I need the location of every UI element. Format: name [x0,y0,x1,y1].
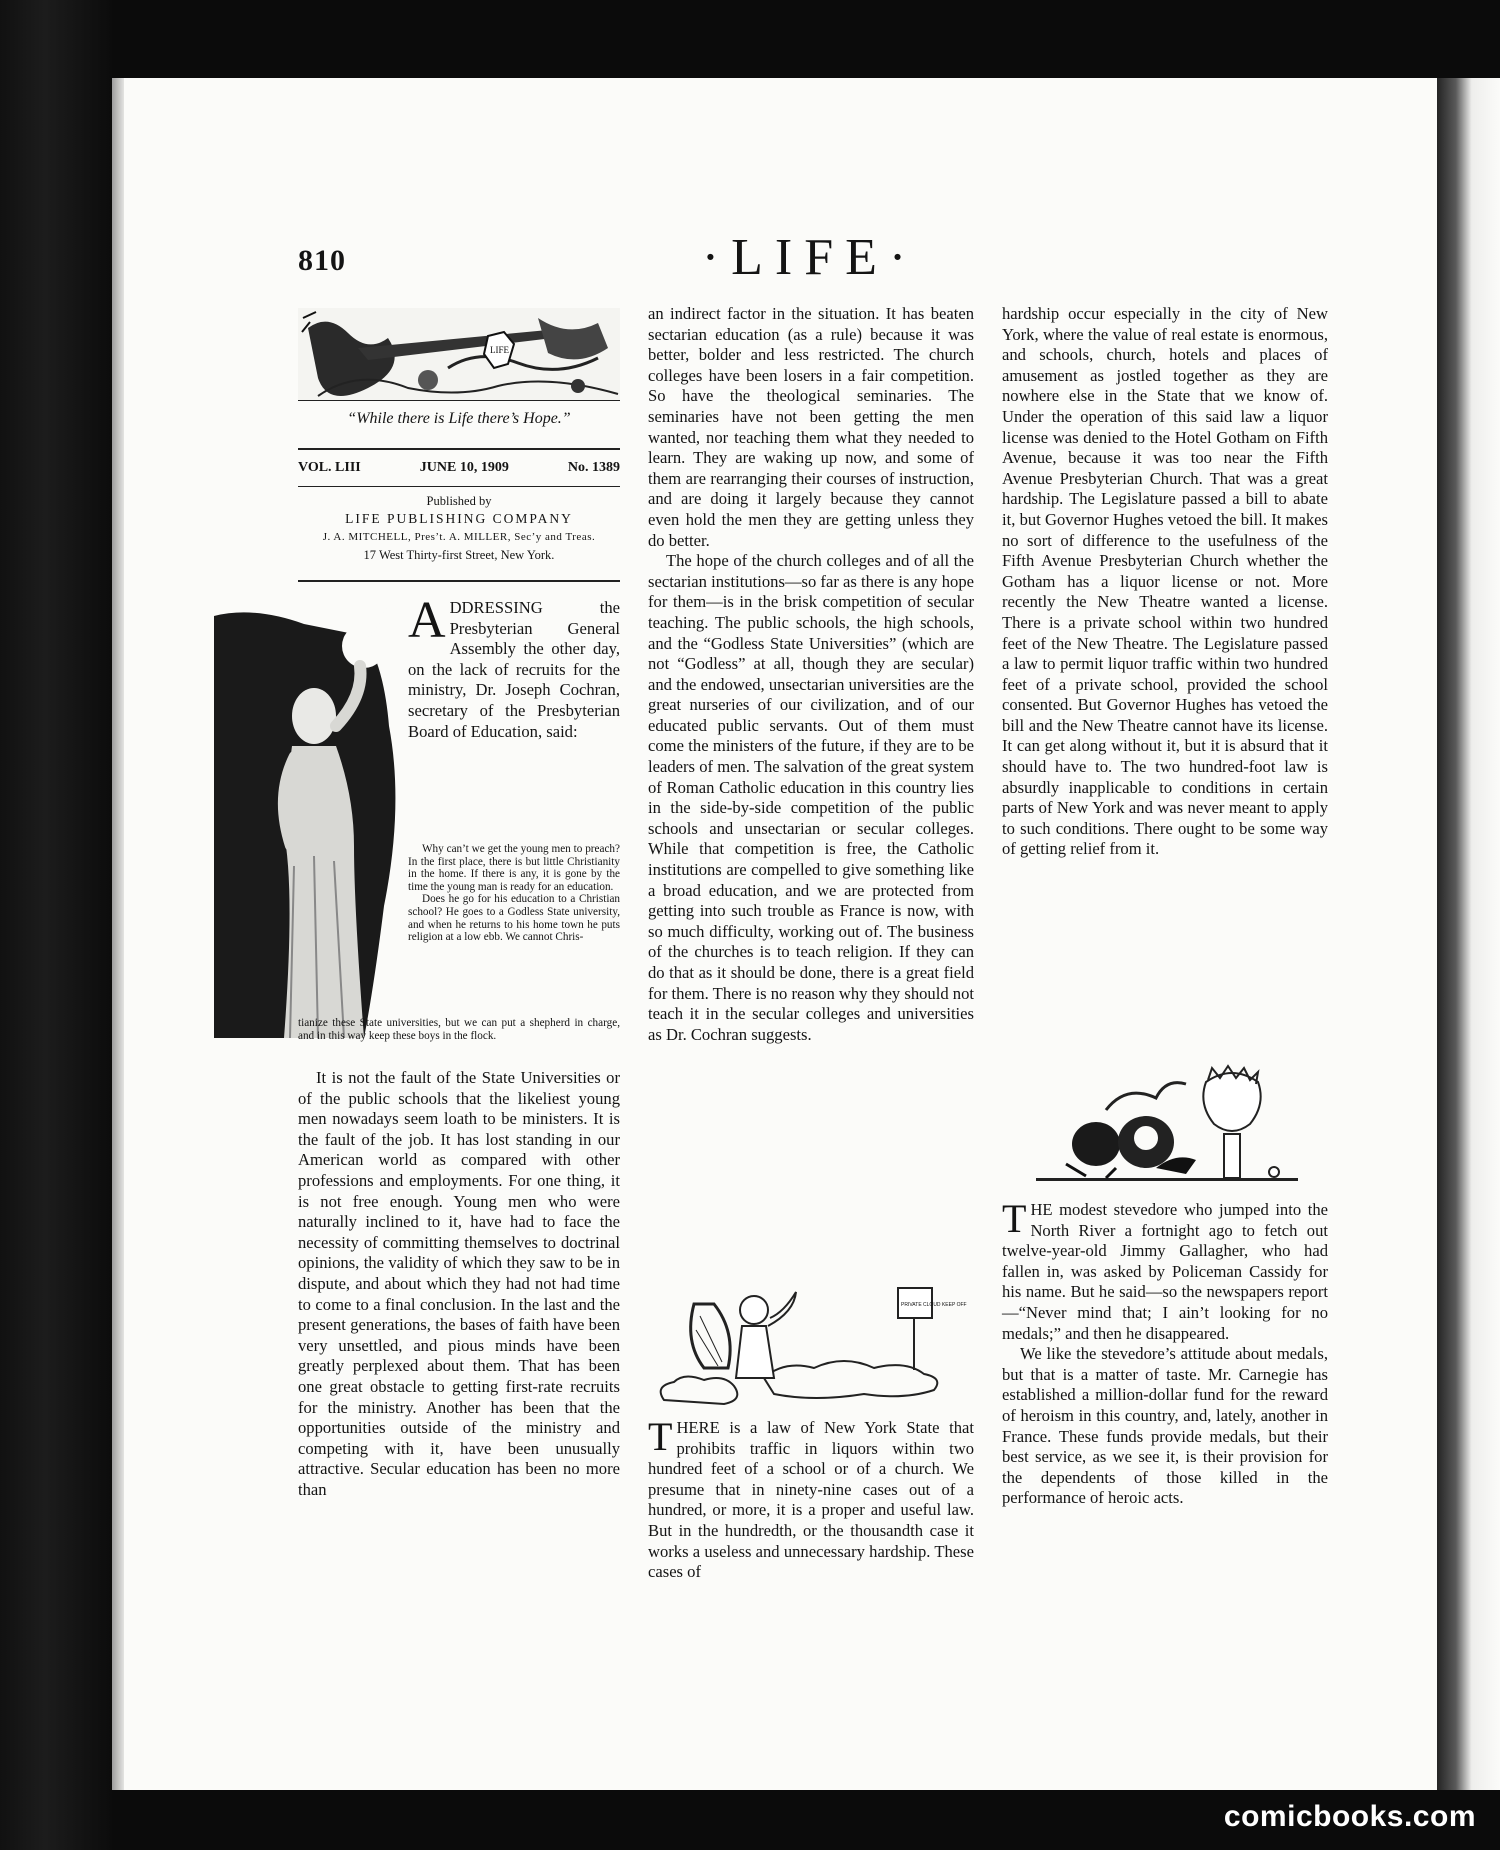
article-liquor-law-start [648,1414,974,1583]
medal-bust-cartoon [1036,1064,1298,1190]
paragraph-state-universities: It is not the fault of the State Universities or of the public schools that the likeliest young men nowadays seem loath to be ministers. It is the fault of the job. It has lost standing in our American world as compared with other professions and employments. For one thing, it is not free enough. Young men who were naturally inclined to it, have had to face the necessity of committing themselves to doctrinal opinions, the validity of which they saw to be in dispute, and about which they had not had time to come to a final conclusion. In the last and the present generations, the bases of faith have been very unsettled, and pious minds have been greatly perplexed about them. That has been one great obstacle to getting first-rate recruits for the ministry. Another has been that the opportunities outside of the ministry and competing with it, have been unusually attractive. Secular education has been no more than [298,1068,620,1499]
quote-paragraph-2a: Does he go for his education to a Christian school? He goes to a Godless State university, and when he returns to his home town he puts religion at a low ebb. We cannot Chris- [408,893,620,944]
masthead-title: ·LIFE· [701,229,919,286]
publisher-officers: J. A. MITCHELL, Pres’t. A. MILLER, Sec’y and Treas. [322,531,596,543]
published-by-label: Published by [426,494,492,508]
cochran-quote-continued: tianize these State universities, but we can put a shepherd in charge, and in this way keep these boys in the flock. [298,1017,620,1042]
column-right-body [1002,304,1328,860]
volume-line [298,448,620,487]
masthead-motto: “While there is Life there’s Hope.” [347,410,571,427]
publisher-address: 17 West Thirty-first Street, New York. [363,548,555,562]
page-number: 810 [298,244,346,277]
scan-border-left [0,0,112,1850]
addressing-text: DDRESSING the Presbyterian General Assembly the other day, on the lack of recruits for the ministry, Dr. Joseph Cochran, secretary of the Presbyterian Board of Education, said: [408,598,620,741]
quote-paragraph-1: Why can’t we get the young men to preach? In the first place, there is but little Christianity in the home. If there is any, it is gone by the time the young man is ready for an education. [408,843,620,893]
dropcap-a: A [408,592,446,649]
site-watermark: comicbooks.com [1223,1800,1476,1833]
paragraph-hardship: hardship occur especially in the city of New York, where the value of real estate is enormous, and schools, church, hotels and places of amusement as jostled together as they are nowhere else in the State that we know of. Under the operation of this said law a liquor license was denied to the Hotel Gotham on Fifth Avenue, because it was too near the Fifth Avenue Presbyterian Church. That was a great hardship. The Legislature passed a bill to abate it, but Governor Hughes vetoed the bill. It makes no sort of difference to the usefulness of the Fifth Avenue Presbyterian Church whether the Gotham has a liquor license or not. More recently the New Theatre wanted a license. There is a private school within two hundred feet of the New Theatre. The Legislature passed a law to permit liquor traffic within two hundred feet of a private school, provided the school consented. But Governor Hughes has vetoed the bill and the New Theatre cannot have its license. It can get along without it, but it is absurd that it should have to. The two hundred-foot law is absurdly inapplicable to conditions in certain parts of New York and was never meant to apply to such conditions. There ought to be some way of getting relief from it. [1002,304,1328,859]
issue-number: No. 1389 [567,460,620,475]
column-left-body [298,1068,620,1500]
dropcap-t-stevedore: T [1002,1196,1027,1241]
paragraph-indirect-factor: an indirect factor in the situation. It has beaten sectarian education (as a rule) because it was better, bolder and less restricted. The church colleges have been losers in a fair competition. So have the theological seminaries. The seminaries have not been getting the men wanted, nor teaching them what they needed to learn. They are waking up now, and some of them are rearranging their courses of instruction, and are doing it largely because they cannot even hold the men they are getting unless they do better. [648,304,974,550]
publisher-rule [298,580,620,582]
paragraph-hope-of-colleges: The hope of the church colleges and of all the sectarian institutions—so far as there is any hope for them—is in the brisk competition of secular teaching. The public schools, the high schools, and the “Godless State Universities” (which are not “Godless” at all, though they are secular) and the endowed, unsectarian universities are the great nurseries of our civilization, and of our educated public servants. Out of them must come the ministers of the future, if they are to be leaders of men. The salvation of the great system of Roman Catholic education in this country lies in the side-by-side competition of the public schools and unsectarian or secular colleges. While that competition is free, the Catholic institutions are compelled to give something like a broad education, and we are protected from getting into such trouble as France is now, with so much difficulty, working out of. The business of the churches is to teach religion. If they can do that as it should be done, there is a great field for them. There is no reason why they should not teach it in the secular colleges and universities as Dr. Cochran suggests. [648,551,974,1044]
banner-seal-text: LIFE [490,345,509,355]
publisher-name: LIFE PUBLISHING COMPANY [345,511,573,526]
cloud-sign-text: PRIVATE CLOUD KEEP OFF [901,1302,967,1308]
article-addressing-intro [408,592,620,742]
cochran-quote [408,843,620,944]
page-edge-shadow [112,78,124,1790]
article-stevedore [1002,1196,1328,1509]
book-spine [1437,78,1500,1790]
column-middle-body [648,304,974,1045]
angel-harp-cartoon [644,1282,976,1410]
dropcap-t-liquor: T [648,1414,673,1459]
stevedore-paragraph-2: We like the stevedore’s attitude about medals, but that is a matter of taste. Mr. Carnegie has established a million-dollar fund for the reward of heroism in this country, and, lately, another in France. These funds provide medals, but their best service, as we see it, is their provision for the dependents of those killed in the performance of heroic acts. [1002,1344,1328,1508]
liquor-law-text: HERE is a law of New York State that prohibits traffic in liquors within two hundred feet of a school or of a church. We presume that in ninety-nine cases out of a hundred, or more, it is a proper and useful law. But in the hundredth, or the thousandth case it works a useless and unnecessary hardship. These cases of [648,1418,974,1582]
masthead-banner-illustration [298,308,620,401]
woman-with-light-illustration [214,606,410,1038]
issue-date: JUNE 10, 1909 [419,460,509,475]
stevedore-paragraph-1: HE modest stevedore who jumped into the North River a fortnight ago to fetch out twelve-year-old Jimmy Gallagher, who had fallen in, was asked by Policeman Cassidy for his name. But he said—so the newspapers report—“Never mind that; I ain’t looking for no medals;” and then he disappeared. [1002,1200,1328,1343]
volume-number: VOL. LIII [298,460,361,475]
publisher-block [298,492,620,564]
